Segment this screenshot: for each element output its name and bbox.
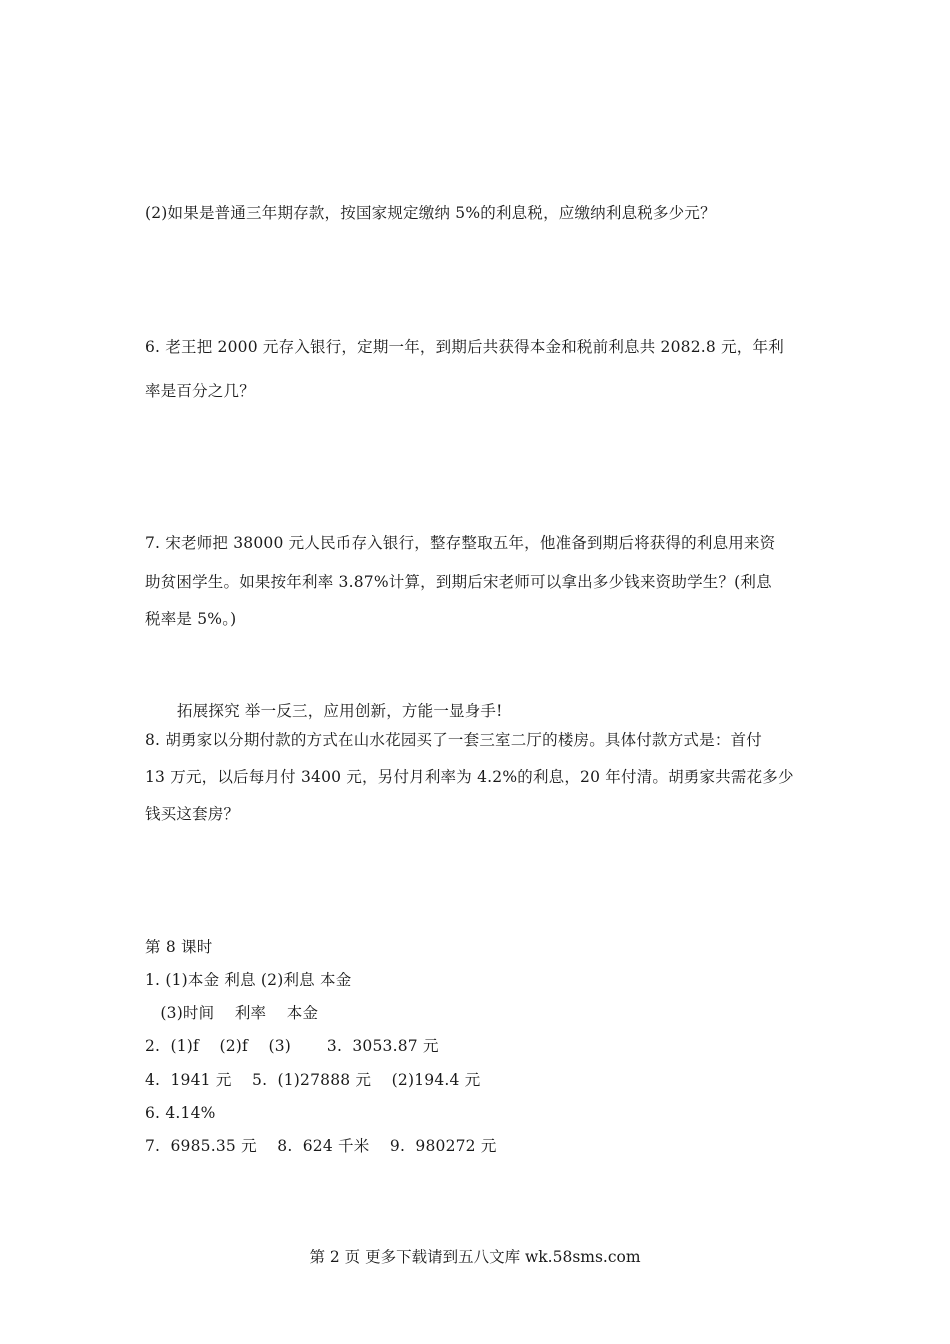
answer-line: 7. 6985.35 元 8. 624 千米 9. 980272 元 xyxy=(145,1137,497,1155)
question-8-line-2: 13 万元，以后每月付 3400 元，另付月利率为 4.2%的利息，20 年付清。胡勇家共需花多少 xyxy=(145,768,794,786)
question-7-line-2: 助贫困学生。如果按年利率 3.87%计算，到期后宋老师可以拿出多少钱来资助学生？(利息 xyxy=(145,573,772,591)
answer-line: 4. 1941 元 5. (1)27888 元 (2)194.4 元 xyxy=(145,1071,481,1089)
page-footer: 第 2 页 更多下载请到五八文库 wk.58sms.com xyxy=(309,1248,641,1266)
answer-key-title: 第 8 课时 xyxy=(145,938,213,956)
question-8-line-1: 8. 胡勇家以分期付款的方式在山水花园买了一套三室二厅的楼房。具体付款方式是：首付 xyxy=(145,731,762,749)
answer-line: (3)时间 利率 本金 xyxy=(145,1004,319,1022)
answer-line: 2. (1)f (2)f (3) 3. 3053.87 元 xyxy=(145,1037,439,1055)
question-6-line-1: 6. 老王把 2000 元存入银行，定期一年，到期后共获得本金和税前利息共 2082.8 元，年利 xyxy=(145,338,784,356)
extension-heading: 拓展探究 举一反三，应用创新，方能一显身手! xyxy=(177,702,503,720)
question-8-line-3: 钱买这套房？ xyxy=(145,805,240,823)
question-5-part-2: (2)如果是普通三年期存款，按国家规定缴纳 5%的利息税，应缴纳利息税多少元？ xyxy=(145,204,716,222)
answer-line: 6. 4.14% xyxy=(145,1104,216,1122)
answer-line: 1. (1)本金 利息 (2)利息 本金 xyxy=(145,971,352,989)
question-6-line-2: 率是百分之几？ xyxy=(145,382,255,400)
question-7-line-1: 7. 宋老师把 38000 元人民币存入银行，整存整取五年，他准备到期后将获得的利息用来资 xyxy=(145,534,776,552)
question-7-line-3: 税率是 5%。) xyxy=(145,610,237,628)
